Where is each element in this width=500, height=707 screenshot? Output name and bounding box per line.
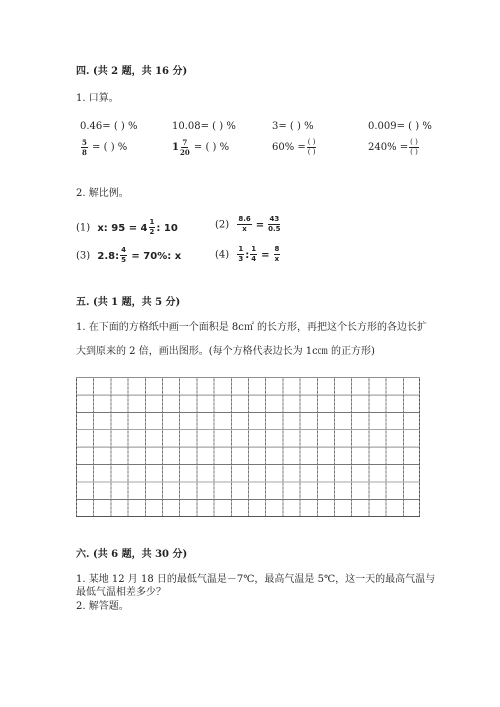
- oral-calc-item: 0.009= ( ) %: [368, 121, 432, 132]
- proportion-item: (1) x: 95 = 4 $\frac{1}{2}$ : 10: [76, 218, 178, 236]
- fraction: $\frac{4}{5}$: [121, 246, 126, 264]
- section-6-heading: 六. (共 6 题，共 30 分): [76, 549, 188, 560]
- fraction: $\frac{1}{2}$: [149, 218, 155, 236]
- fraction: $\frac{8.6}{x}$: [238, 215, 251, 233]
- grid-paper[interactable]: [76, 377, 420, 517]
- section-5-heading: 五. (共 1 题，共 5 分): [76, 297, 181, 308]
- question-text: 最低气温相差多少？: [76, 587, 166, 598]
- section-4-heading: 四. (共 2 题，共 16 分): [76, 66, 188, 77]
- oral-calc-item: 3= ( ) %: [272, 121, 314, 132]
- oral-calc-item: 1 $\frac{7}{20}$ = ( ) %: [172, 138, 230, 157]
- question-1-label: 1. 口算。: [76, 93, 119, 104]
- proportion-item: (3) 2.8: $\frac{4}{5}$ = 70%: x: [76, 246, 182, 264]
- question-text: 大到原来的 2 倍，画出图形。(每个方格代表边长为 1c㎝ 的正方形): [76, 346, 375, 357]
- question-2-label: 2. 解比例。: [76, 188, 129, 199]
- question-2-label: 2. 解答题。: [76, 601, 129, 612]
- fraction: $\frac{1}{3}$: [238, 245, 244, 263]
- fraction: $\frac{8}{x}$: [274, 245, 280, 263]
- oral-calc-item: 0.46= ( ) %: [80, 121, 138, 132]
- question-text: 1. 在下面的方格纸中画一个面积是 8c㎡ 的长方形，再把这个长方形的各边长扩: [76, 322, 428, 333]
- proportion-item: (4) $\frac{1}{3}$ : $\frac{1}{4}$ = $\frac{8}{x}$: [215, 245, 280, 263]
- question-text: 1. 某地 12 月 18 日的最低气温是－7℃，最高气温是 5℃，这一天的最高气温与: [76, 574, 436, 585]
- fraction: $\frac{7}{20}$: [179, 138, 190, 157]
- oral-calc-item: 60% = $\frac{( )}{( )}$: [272, 138, 316, 156]
- proportion-item: (2) $\frac{8.6}{x}$ = $\frac{43}{0.5}$: [215, 215, 281, 233]
- fraction: $\frac{( )}{( )}$: [410, 138, 418, 156]
- fraction: $\frac{( )}{( )}$: [307, 138, 316, 156]
- fraction: $\frac{5}{8}$: [82, 138, 87, 157]
- fraction: $\frac{43}{0.5}$: [268, 215, 281, 233]
- oral-calc-item: $\frac{5}{8}$ = ( ) %: [82, 138, 128, 157]
- fraction: $\frac{1}{4}$: [251, 245, 257, 263]
- oral-calc-item: 240% = $\frac{( )}{( )}$: [368, 138, 418, 156]
- oral-calc-item: 10.08= ( ) %: [172, 121, 236, 132]
